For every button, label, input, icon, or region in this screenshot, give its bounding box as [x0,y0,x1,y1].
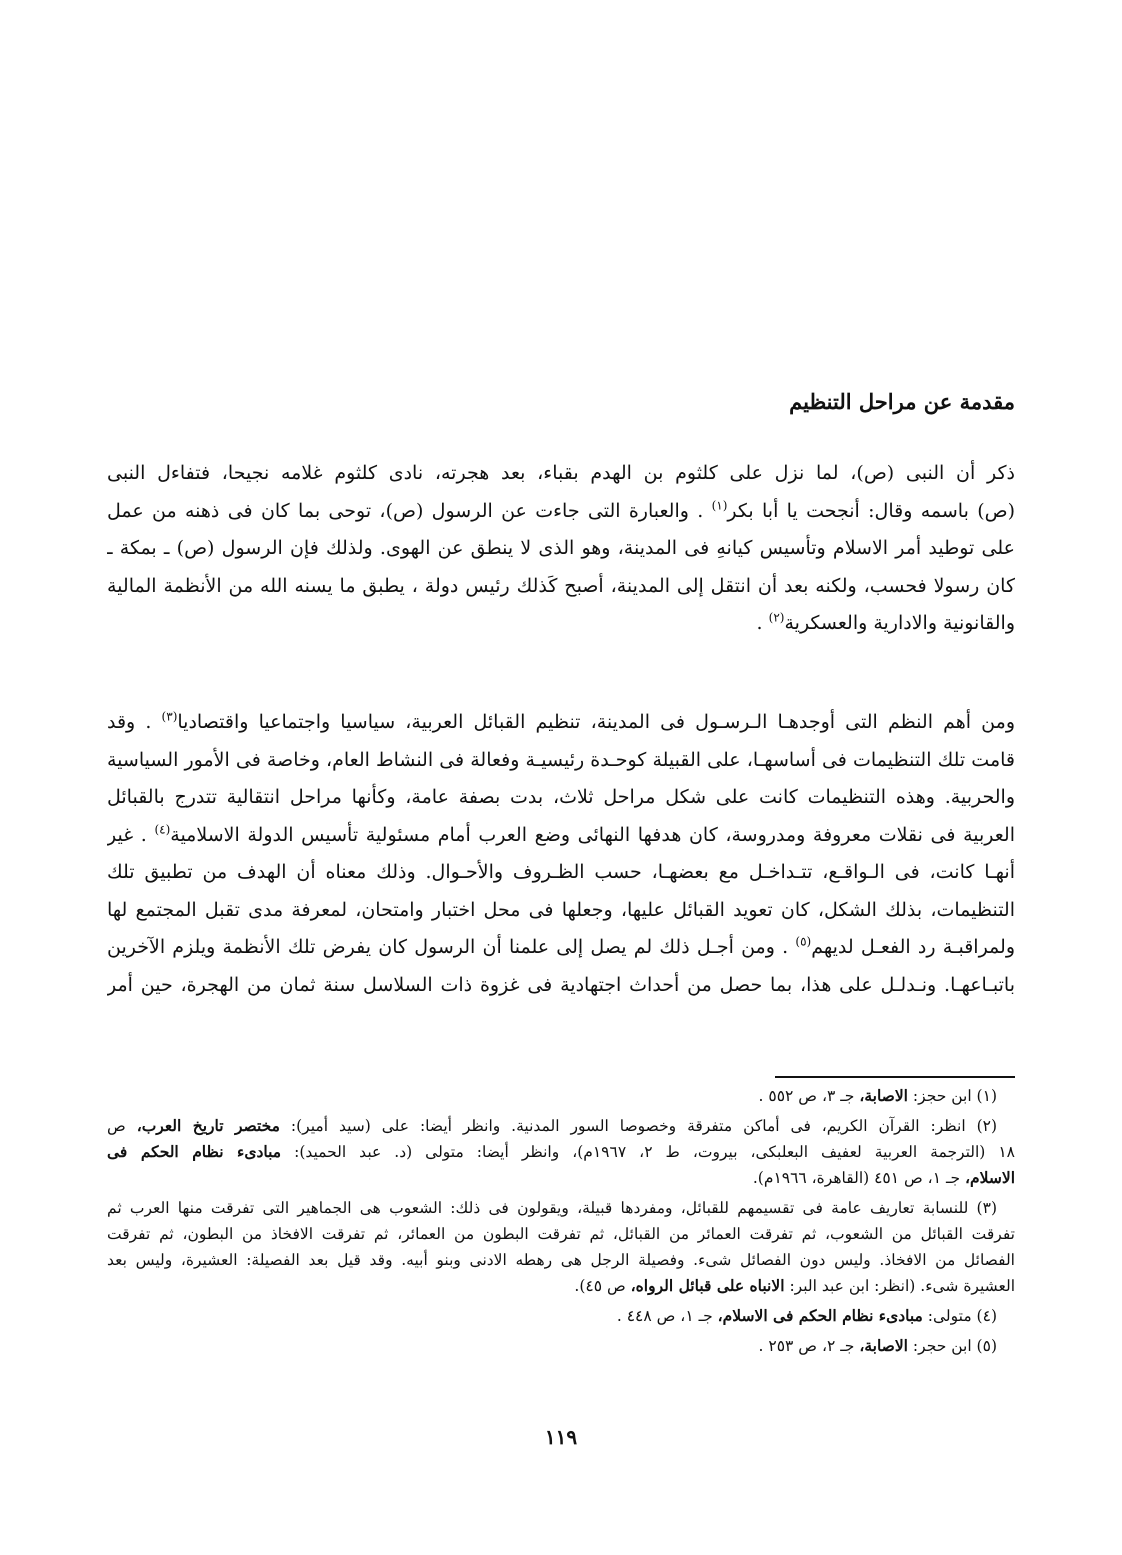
source-title: الاصابة، [859,1336,908,1355]
paragraph-2-line-4 [107,817,1015,855]
section-heading: مقدمة عن مراحل التنظيم [789,389,1015,414]
footnote-4-line [107,1303,1015,1329]
source-title: مبادىء نظام الحكم فى الاسلام، [717,1306,923,1325]
paragraph-1-line-4: كان رسولا فحسب، ولكنه بعد أن انتقل إلى المدينة، أصبح كَذلك رئيس دولة ، يطبق ما يسنه الله من الأنظمة المالية [107,574,1015,597]
footnote-divider [775,1076,1015,1078]
text-run: ولمراقبـة رد الفعـل لديهم [811,936,1015,958]
footnote-3-line-3: الفصائل من الافخاذ. وليس دون الفصائل شىء. وفصيلة الرجل هى رهطه الادنى وبنو أبيه. وقد قيل بعد الفصيلة: العشيرة، وليس بعد [107,1251,1015,1269]
text-run: . ومن أجـل ذلك لم يصل إلى علمنا أن الرسول كان يفرض تلك الأنظمة ويلزم الآخرين [107,936,789,958]
paragraph-1-line-5 [107,605,1015,643]
text-run: (٥) ابن حجر: [912,1337,997,1355]
footnote-ref-5[interactable]: (٥) [795,934,812,949]
text-run: . وقد [107,711,152,733]
footnote-3-line-1: (٣) للنسابة تعاريف عامة فى تقسيمهم للقبائل، ومفردها قبيلة، ويقولون فى ذلك: الشعوب هى الجماهير التى تفرقت منها العرب ثم [107,1199,997,1217]
paragraph-2-line-1 [107,704,1015,742]
footnote-4 [107,1303,1015,1329]
text-run: . [756,612,763,634]
paragraph-2-line-5: أنهـا كانت، فى الـواقـع، تتـداخـل مع بعضهـا، حسب الظـروف والأحـوال. وذلك معناه أن الهدف من تطبيق تلك [107,861,1015,883]
text-run: ومن أهم النظم التى أوجدهـا الـرسـول فى المدينة، تنظيم القبائل العربية، سياسيا واجتماعيا واقتصاديا [177,711,1015,733]
paragraph-1-line-3: على توطيد أمر الاسلام وتأسيس كيانهِ فى المدينة، وهو الذى لا ينطق عن الهوى. ولذلك فإن الرسول (ص) ـ بمكة ـ [107,537,1015,559]
footnote-5 [107,1333,1015,1359]
source-title: الانباه على قبائل الرواه، [630,1276,785,1295]
text-run: . غير [107,823,147,846]
footnote-ref-1[interactable]: (١) [711,498,728,513]
paragraph-2-line-6: التنظيمات، بذلك الشكل، كان تعويد القبائل عليها، وجعلها فى محل اختبار وامتحان، لمعرفة مدى تقبل المجتمع لها [107,898,1015,921]
footnotes [107,1083,1015,1363]
source-title: مختصر تاريخ العرب، [136,1116,280,1135]
source-title: الاسلام، [965,1168,1015,1187]
footnote-2-line-1 [107,1113,1015,1139]
footnote-2 [107,1113,1015,1191]
text-run: جـ ٣، ص ٥٥٢ . [758,1087,855,1105]
footnote-2-line-3 [107,1165,1015,1191]
footnote-ref-2[interactable]: (٢) [768,610,785,625]
footnote-3-line-2: تفرقت القبائل من الشعوب، ثم تفرقت العمائر من القبائل، ثم تفرقت البطون من العمائر، ثم تفرقت الافخاذ من البطون، ثم تفرقت [107,1225,1015,1243]
footnote-3-line-4 [107,1273,1015,1299]
paragraph-2 [107,704,1015,1004]
text-run: ص [107,1117,126,1135]
text-run: ص ٤٥). [574,1277,626,1295]
footnote-ref-4[interactable]: (٤) [154,822,171,837]
text-run: (ص) باسمه وقال: أنجحت يا أبا بكر [727,499,1015,522]
source-title: الاصابة، [859,1086,908,1105]
paragraph-1-line-1: ذكر أن النبى (ص)، لما نزل على كلثوم بن الهدم بقباء، بعد هجرته، نادى كلثوم غلامه نجيحا، فتفاءل النبى [107,462,1015,484]
text-run: . والعبارة التى جاءت عن الرسول (ص)، توحى بما كان فى ذهنه من عمل [107,499,704,522]
source-title: مبادىء نظام الحكم فى [107,1142,282,1161]
paragraph-2-line-8: باتبـاعهـا. ونـدلـل على هذا، بما حصل من أحداث اجتهادية فى غزوة ذات السلاسل سنة ثمان من الهجرة، حين أمر [107,973,1015,996]
footnote-3 [107,1195,1015,1299]
text-run: (١) ابن حجز: [912,1087,997,1105]
paragraph-1-line-2 [107,493,1015,531]
footnote-2-line-2 [107,1139,1015,1165]
text-run: ١٨ (الترجمة العربية لعفيف البعلبكى، بيروت، ط ٢، ١٩٦٧م)، وانظر أيضا: متولى (د. عبد الحميد): [294,1143,1015,1161]
footnote-1 [107,1083,1015,1109]
paragraph-2-line-2: قامت تلك التنظيمات فى أساسهـا، على القبيلة كوحـدة رئيسيـة وفعالة فى النشاط العام، وخاصة فى الأمور السياسية [107,748,1015,771]
page-number: ١١٩ [544,1425,578,1449]
text-run: العربية فى نقلات معروفة ومدروسة، كان هدفها النهائى وضع العرب أمام مسئولية تأسيس الدولة الاسلامية [170,823,1015,846]
footnote-5-line [107,1333,1015,1359]
text-run: (٢) انظر: القرآن الكريم، فى أماكن متفرقة وخصوصا السور المدنية. وانظر أيضا: على (سيد أمير): [290,1117,998,1135]
text-run: جـ ١، ص ٤٥١ (القاهرة، ١٩٦٦م). [752,1169,961,1187]
text-run: والقانونية والادارية والعسكرية [784,612,1015,634]
paragraph-2-line-3: والحربية. وهذه التنظيمات كانت على شكل مراحل ثلاث، بدت بصفة عامة، وكأنها مراحل انتقالية تتدرج بالقبائل [107,786,1015,808]
footnote-ref-3[interactable]: (٣) [161,709,178,724]
paragraph-1 [107,455,1015,643]
text-run: جـ ١، ص ٤٤٨ . [616,1307,713,1325]
text-run: جـ ٢، ص ٢٥٣ . [758,1337,855,1355]
text-run: (٤) متولى: [927,1307,997,1325]
footnote-1-line [107,1083,1015,1109]
text-run: العشيرة شىء. (انظر: ابن عبد البر: [789,1277,1015,1295]
paragraph-2-line-7 [107,929,1015,967]
